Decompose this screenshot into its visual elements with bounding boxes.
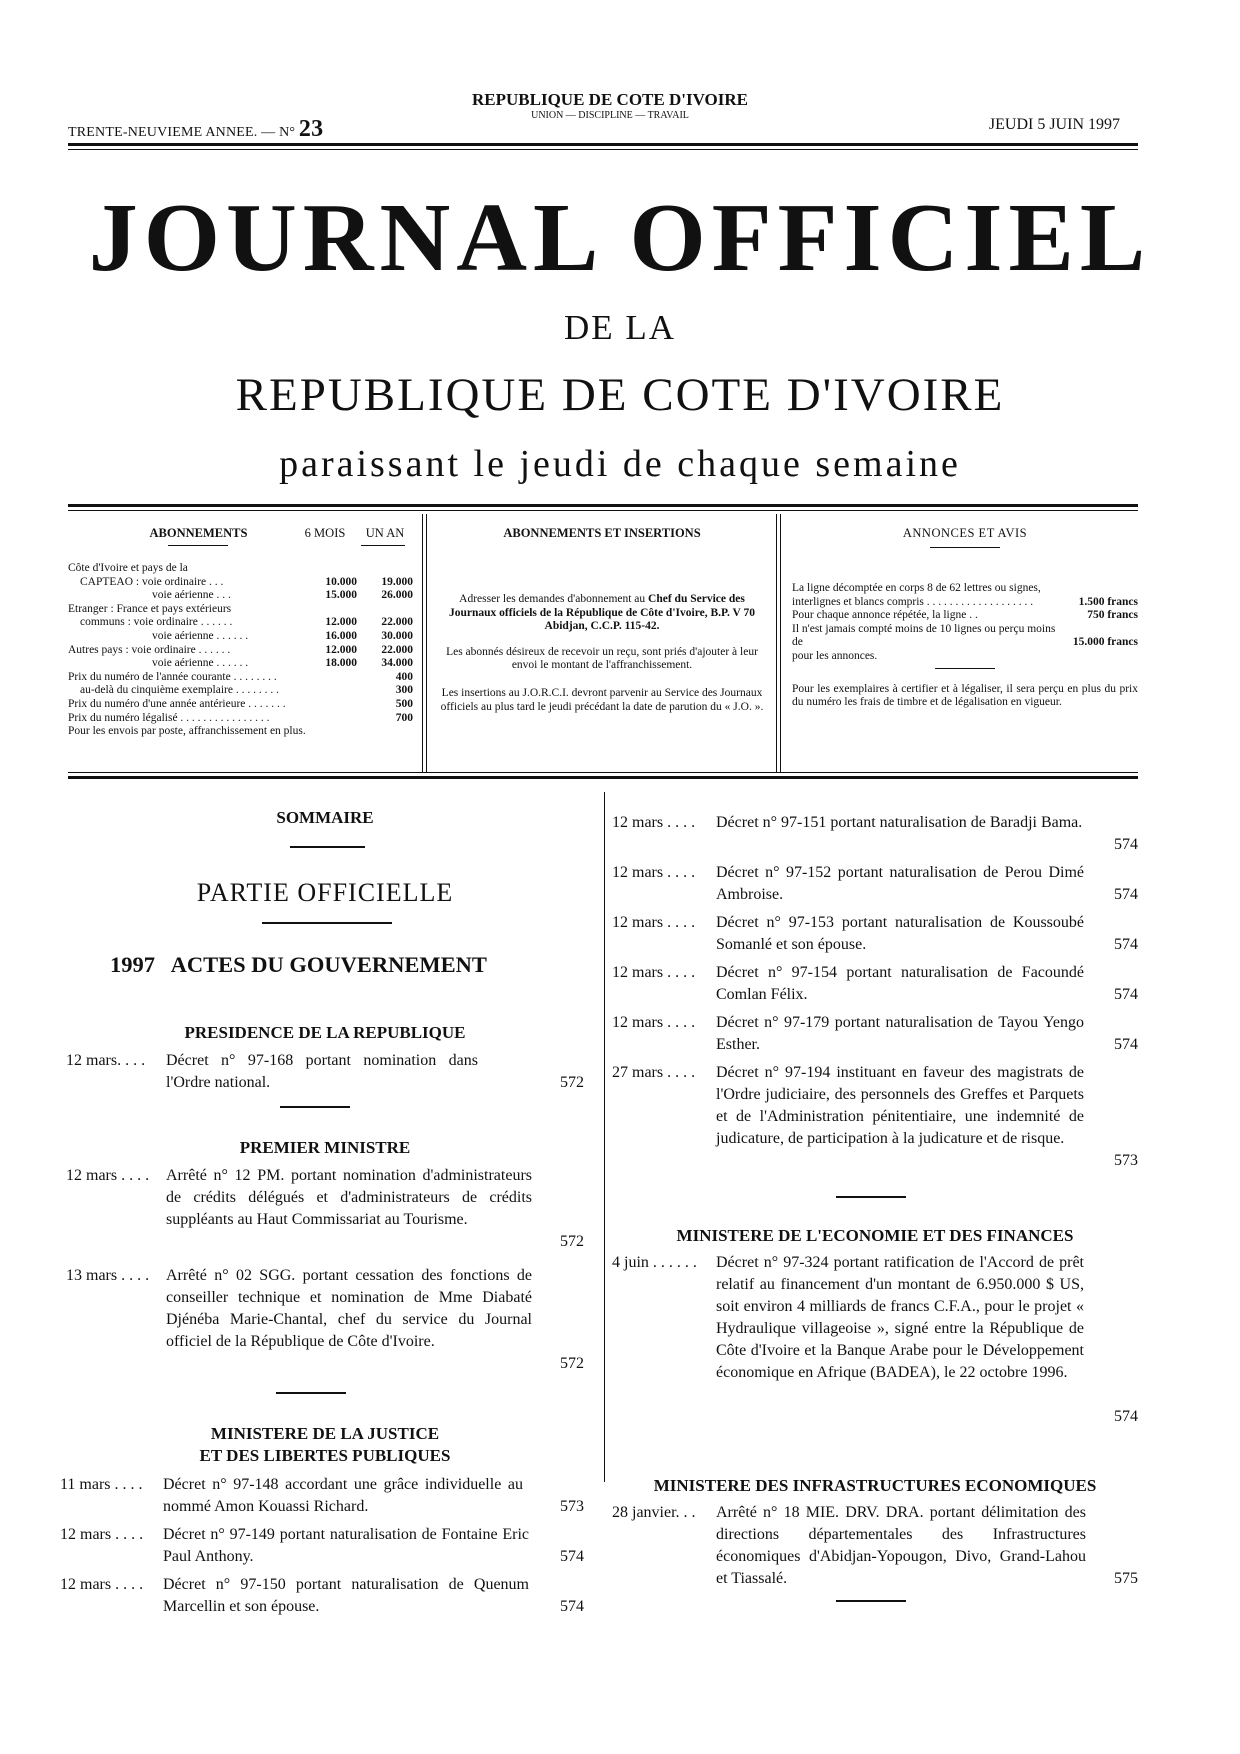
entry-text: Décret n° 97-152 portant naturalisation de Perou Dimé Ambroise. [716,864,1084,903]
entry-date: 12 mars . . . . [612,1014,696,1031]
price-label: au-delà du cinquième exemplaire . . . . . . . . [80,684,279,697]
price-row-0 [68,671,413,685]
sommaire-column-divider [604,792,605,1482]
sub-row-1y: 30.000 [381,629,413,642]
sub-row-label: voie aérienne . . . . . . [152,657,249,670]
postage-note: Pour les envois par poste, affranchissement en plus. [68,725,306,738]
sub-row-0 [68,576,413,590]
entry-text: Décret n° 97-151 portant naturalisation de Baradji Bama. [716,814,1083,831]
subscriptions-intro: Côte d'Ivoire et pays de la [68,562,188,574]
entry-page: 574 [1114,1036,1138,1053]
box-bottom-rule [68,776,1138,779]
partie-officielle: PARTIE OFFICIELLE [196,878,454,907]
entry-text: Décret n° 97-150 portant naturalisation de Quenum Marcellin et son épouse. [163,1576,529,1615]
separator [290,846,365,848]
sommaire-entry [66,1050,584,1096]
price-value: 400 [395,670,413,683]
section-premier-ministre: PREMIER MINISTRE [239,1138,411,1157]
sub-row-1y: 34.000 [381,657,413,670]
sommaire-entry [612,1062,1138,1174]
box-divider-2 [776,514,777,772]
entry-page: 572 [560,1233,584,1250]
annonce-row-0 [792,582,1138,609]
annonces-note: Pour les exemplaires à certifier et à légaliser, il sera perçu en plus du prix du numéro les frais de timbre et de légalisation en vigueur. [792,682,1138,709]
masthead-republic: REPUBLIQUE DE COTE D'IVOIRE [235,369,1005,421]
sommaire-entry [612,812,1138,858]
entry-page: 573 [560,1498,584,1515]
header-motto: UNION — DISCIPLINE — TRAVAIL [531,110,689,121]
price-row-3 [68,712,413,726]
entry-text: Arrêté n° 02 SGG. portant cessation des fonctions de conseiller technique et nomination de Mme Diabaté Djénéba Marie-Chantal, chef du service du Journal officiel de la République de Côte d'Ivoire. [166,1267,532,1350]
entry-date: 12 mars . . . . [612,864,696,881]
entry-text: Décret n° 97-154 portant naturalisation de Facoundé Comlan Félix. [716,964,1084,1003]
sommaire-entry [612,1502,1138,1594]
issue-number: 23 [298,116,324,142]
entry-date: 11 mars . . . . [60,1476,143,1493]
entry-page: 572 [560,1355,584,1372]
annonce-value: 15.000 francs [1072,636,1138,649]
entry-page: 574 [560,1548,584,1565]
section-justice-1: MINISTERE DE LA JUSTICE [210,1424,440,1443]
sub-row-6m: 12.000 [325,616,357,629]
annonces-box [792,526,1138,710]
price-label: Prix du numéro d'une année antérieure . . . . . . . [68,697,286,710]
masthead-tagline: paraissant le jeudi de chaque semaine [279,443,961,485]
separator [836,1196,906,1198]
header-rule-thin [68,149,1138,150]
price-value: 500 [395,697,413,710]
entry-page: 574 [1114,936,1138,953]
section-infrastructures: MINISTERE DES INFRASTRUCTURES ECONOMIQUES [653,1476,1097,1495]
sub-row-6m: 16.000 [325,629,357,642]
annonce-value: 750 francs [1087,609,1138,622]
insertions-heading: ABONNEMENTS ET INSERTIONS [503,526,701,540]
sub-row-1y: 22.000 [381,616,413,629]
box-divider-2b [780,514,781,772]
actes-heading [110,952,570,978]
insertions-p1 [438,593,766,634]
sub-row-3 [68,616,413,630]
entry-text: Décret n° 97-149 portant naturalisation de Fontaine Eric Paul Anthony. [163,1526,529,1565]
annonce-row-tail: pour les annonces. [792,649,878,662]
sub-row-2 [68,603,413,617]
entry-date: 12 mars . . . . [60,1576,144,1593]
sub-row-1 [68,589,413,603]
section-presidence: PRESIDENCE DE LA REPUBLIQUE [184,1023,466,1042]
separator [262,922,392,924]
sommaire-entry [66,1265,584,1375]
sub-row-label: CAPTEAO : voie ordinaire . . . [80,575,224,588]
price-row-1 [68,684,413,698]
entry-date: 12 mars . . . . [612,964,696,981]
price-row-2 [68,698,413,712]
insertions-p1-address: Chef du Service des Journaux officiels de la République de Côte d'Ivoire, B.P. V 70 Abidjan, C.C.P. 115-42. [449,593,755,633]
sommaire-entry [612,862,1138,908]
box-divider-1b [426,514,427,772]
price-label: Prix du numéro légalisé . . . . . . . . . . . . . . . . [68,711,270,724]
sommaire-entry [60,1524,584,1570]
sommaire-entry [612,912,1138,958]
entry-page: 575 [1114,1570,1138,1587]
insertions-p2: Les abonnés désireux de recevoir un reçu, sont priés d'ajouter à leur envoi le montant de l'affranchissement. [446,645,758,672]
box-top-rule-thin [68,510,1138,511]
edition-info [68,116,448,143]
annonce-row-1 [792,609,1138,623]
box-divider-1 [422,514,423,772]
entry-page: 573 [1114,1152,1138,1169]
insertions-p3: Les insertions au J.O.R.C.I. devront parvenir au Service des Journaux officiels au plus tard le jeudi précédant la date de parution du « J.O. ». [440,686,764,713]
header-rule [68,143,1138,146]
edition-year: TRENTE-NEUVIEME ANNEE. — N° [68,125,296,140]
entry-page: 574 [1114,986,1138,1003]
entry-text: Arrêté n° 18 MIE. DRV. DRA. portant délimitation des directions départementales des Infrastructures économiques d'Abidjan-Yopougon, Divo, Grand-Lahou et Tiassalé. [716,1504,1086,1587]
price-label: Prix du numéro de l'année courante . . . . . . . . [68,670,277,683]
sommaire-entry [66,1165,584,1253]
entry-date: 13 mars . . . . [66,1267,150,1284]
sub-row-6m: 15.000 [325,589,357,602]
actes-year: 1997 [110,952,155,977]
sommaire-entry [612,1012,1138,1058]
col-6-months: 6 MOIS [304,526,346,540]
sommaire-heading: SOMMAIRE [276,808,374,827]
sommaire-entry [60,1574,584,1620]
insertions-box [438,526,766,714]
box-bottom-rule-thin [68,772,1138,773]
entry-date: 12 mars. . . . [66,1052,146,1069]
separator [836,1600,906,1602]
sub-row-6m: 18.000 [325,657,357,670]
entry-date: 12 mars . . . . [612,914,696,931]
sub-row-6 [68,657,413,671]
header-republic-block [420,90,800,121]
sub-row-1y: 26.000 [381,589,413,602]
section-justice-2: ET DES LIBERTES PUBLIQUES [199,1446,451,1465]
sub-row-4 [68,630,413,644]
annonce-value: 1.500 francs [1078,595,1138,608]
sub-row-6m: 10.000 [325,575,357,588]
entry-date: 12 mars . . . . [60,1526,144,1543]
subscriptions-heading: ABONNEMENTS [149,526,248,540]
box-top-rule [68,504,1138,507]
sub-row-1y: 19.000 [381,575,413,588]
sub-row-label: voie aérienne . . . . . . [152,629,249,642]
sub-row-label: communs : voie ordinaire . . . . . . [80,616,233,629]
entry-date: 12 mars . . . . [66,1167,150,1184]
entry-text: Décret n° 97-153 portant naturalisation de Koussoubé Somanlé et son épouse. [716,914,1084,953]
sub-row-6m: 12.000 [325,643,357,656]
actes-title: ACTES DU GOUVERNEMENT [170,952,487,977]
annonce-label: La ligne décomptée en corps 8 de 62 lettres ou signes, interlignes et blancs compris . . . . . . . . . . . . . . . . . . . [792,582,1041,608]
issue-date: JEUDI 5 JUIN 1997 [988,116,1120,133]
entry-page: 574 [560,1598,584,1615]
header-republic: REPUBLIQUE DE COTE D'IVOIRE [472,90,748,109]
entry-text: Décret n° 97-148 accordant une grâce individuelle au nommé Amon Kouassi Richard. [163,1476,523,1515]
entry-text: Décret n° 97-324 portant ratification de l'Accord de prêt relatif au financement d'un montant de 6.950.000 $ US, soit environ 4 milliards de francs C.F.A., pour le projet « Hydraulique villageoise », signé entre la République de Côte d'Ivoire et la Banque Arabe pour le Développement économique en Afrique (BADEA), le 22 octobre 1996. [716,1254,1084,1381]
section-economie: MINISTERE DE L'ECONOMIE ET DES FINANCES [676,1226,1074,1245]
entry-page: 574 [1114,1408,1138,1425]
entry-date: 4 juin . . . . . . [612,1254,697,1271]
annonces-heading: ANNONCES ET AVIS [902,526,1028,540]
insertions-p1-text: Adresser les demandes d'abonnement au [459,593,646,605]
col-1-year: UN AN [365,526,405,540]
masthead-de-la: DE LA [563,308,677,347]
entry-date: 28 janvier. . . [612,1504,696,1521]
journal-title: JOURNAL OFFICIEL [88,184,1152,292]
price-value: 700 [395,711,413,724]
annonce-label: Pour chaque annonce répétée, la ligne . . [792,609,978,622]
separator [276,1392,346,1394]
entry-date: 27 mars . . . . [612,1064,696,1081]
entry-text: Décret n° 97-168 portant nomination dans l'Ordre national. [166,1052,478,1091]
entry-date: 12 mars . . . . [612,814,696,831]
sub-row-label: Autres pays : voie ordinaire . . . . . . [68,643,231,656]
entry-page: 574 [1114,886,1138,903]
entry-page: 572 [560,1074,584,1091]
entry-text: Arrêté n° 12 PM. portant nomination d'administrateurs de crédits délégués et d'administrateurs de crédits suppléants au Haut Commissariat au Tourisme. [166,1167,532,1228]
annonce-label: Il n'est jamais compté moins de 10 lignes ou perçu moins de [792,622,1056,649]
sub-row-1y: 22.000 [381,643,413,656]
sub-row-label: voie aérienne . . . [152,589,231,602]
sub-row-label: Etranger : France et pays extérieurs [68,602,232,615]
annonce-row-2 [792,623,1138,650]
sommaire-entry [612,962,1138,1008]
subscriptions-box [68,526,413,739]
entry-page: 574 [1114,836,1138,853]
price-value: 300 [395,684,413,697]
sub-row-5 [68,644,413,658]
separator [280,1106,350,1108]
sommaire-entry [60,1474,584,1520]
sommaire-entry [612,1252,1138,1425]
entry-text: Décret n° 97-179 portant naturalisation de Tayou Yengo Esther. [716,1014,1084,1053]
entry-text: Décret n° 97-194 instituant en faveur des magistrats de l'Ordre judiciaire, des personnels des Greffes et Parquets et de l'Administration pénitentiaire, une indemnité de judicature, de participation à la judicature et de risque. [716,1064,1084,1147]
